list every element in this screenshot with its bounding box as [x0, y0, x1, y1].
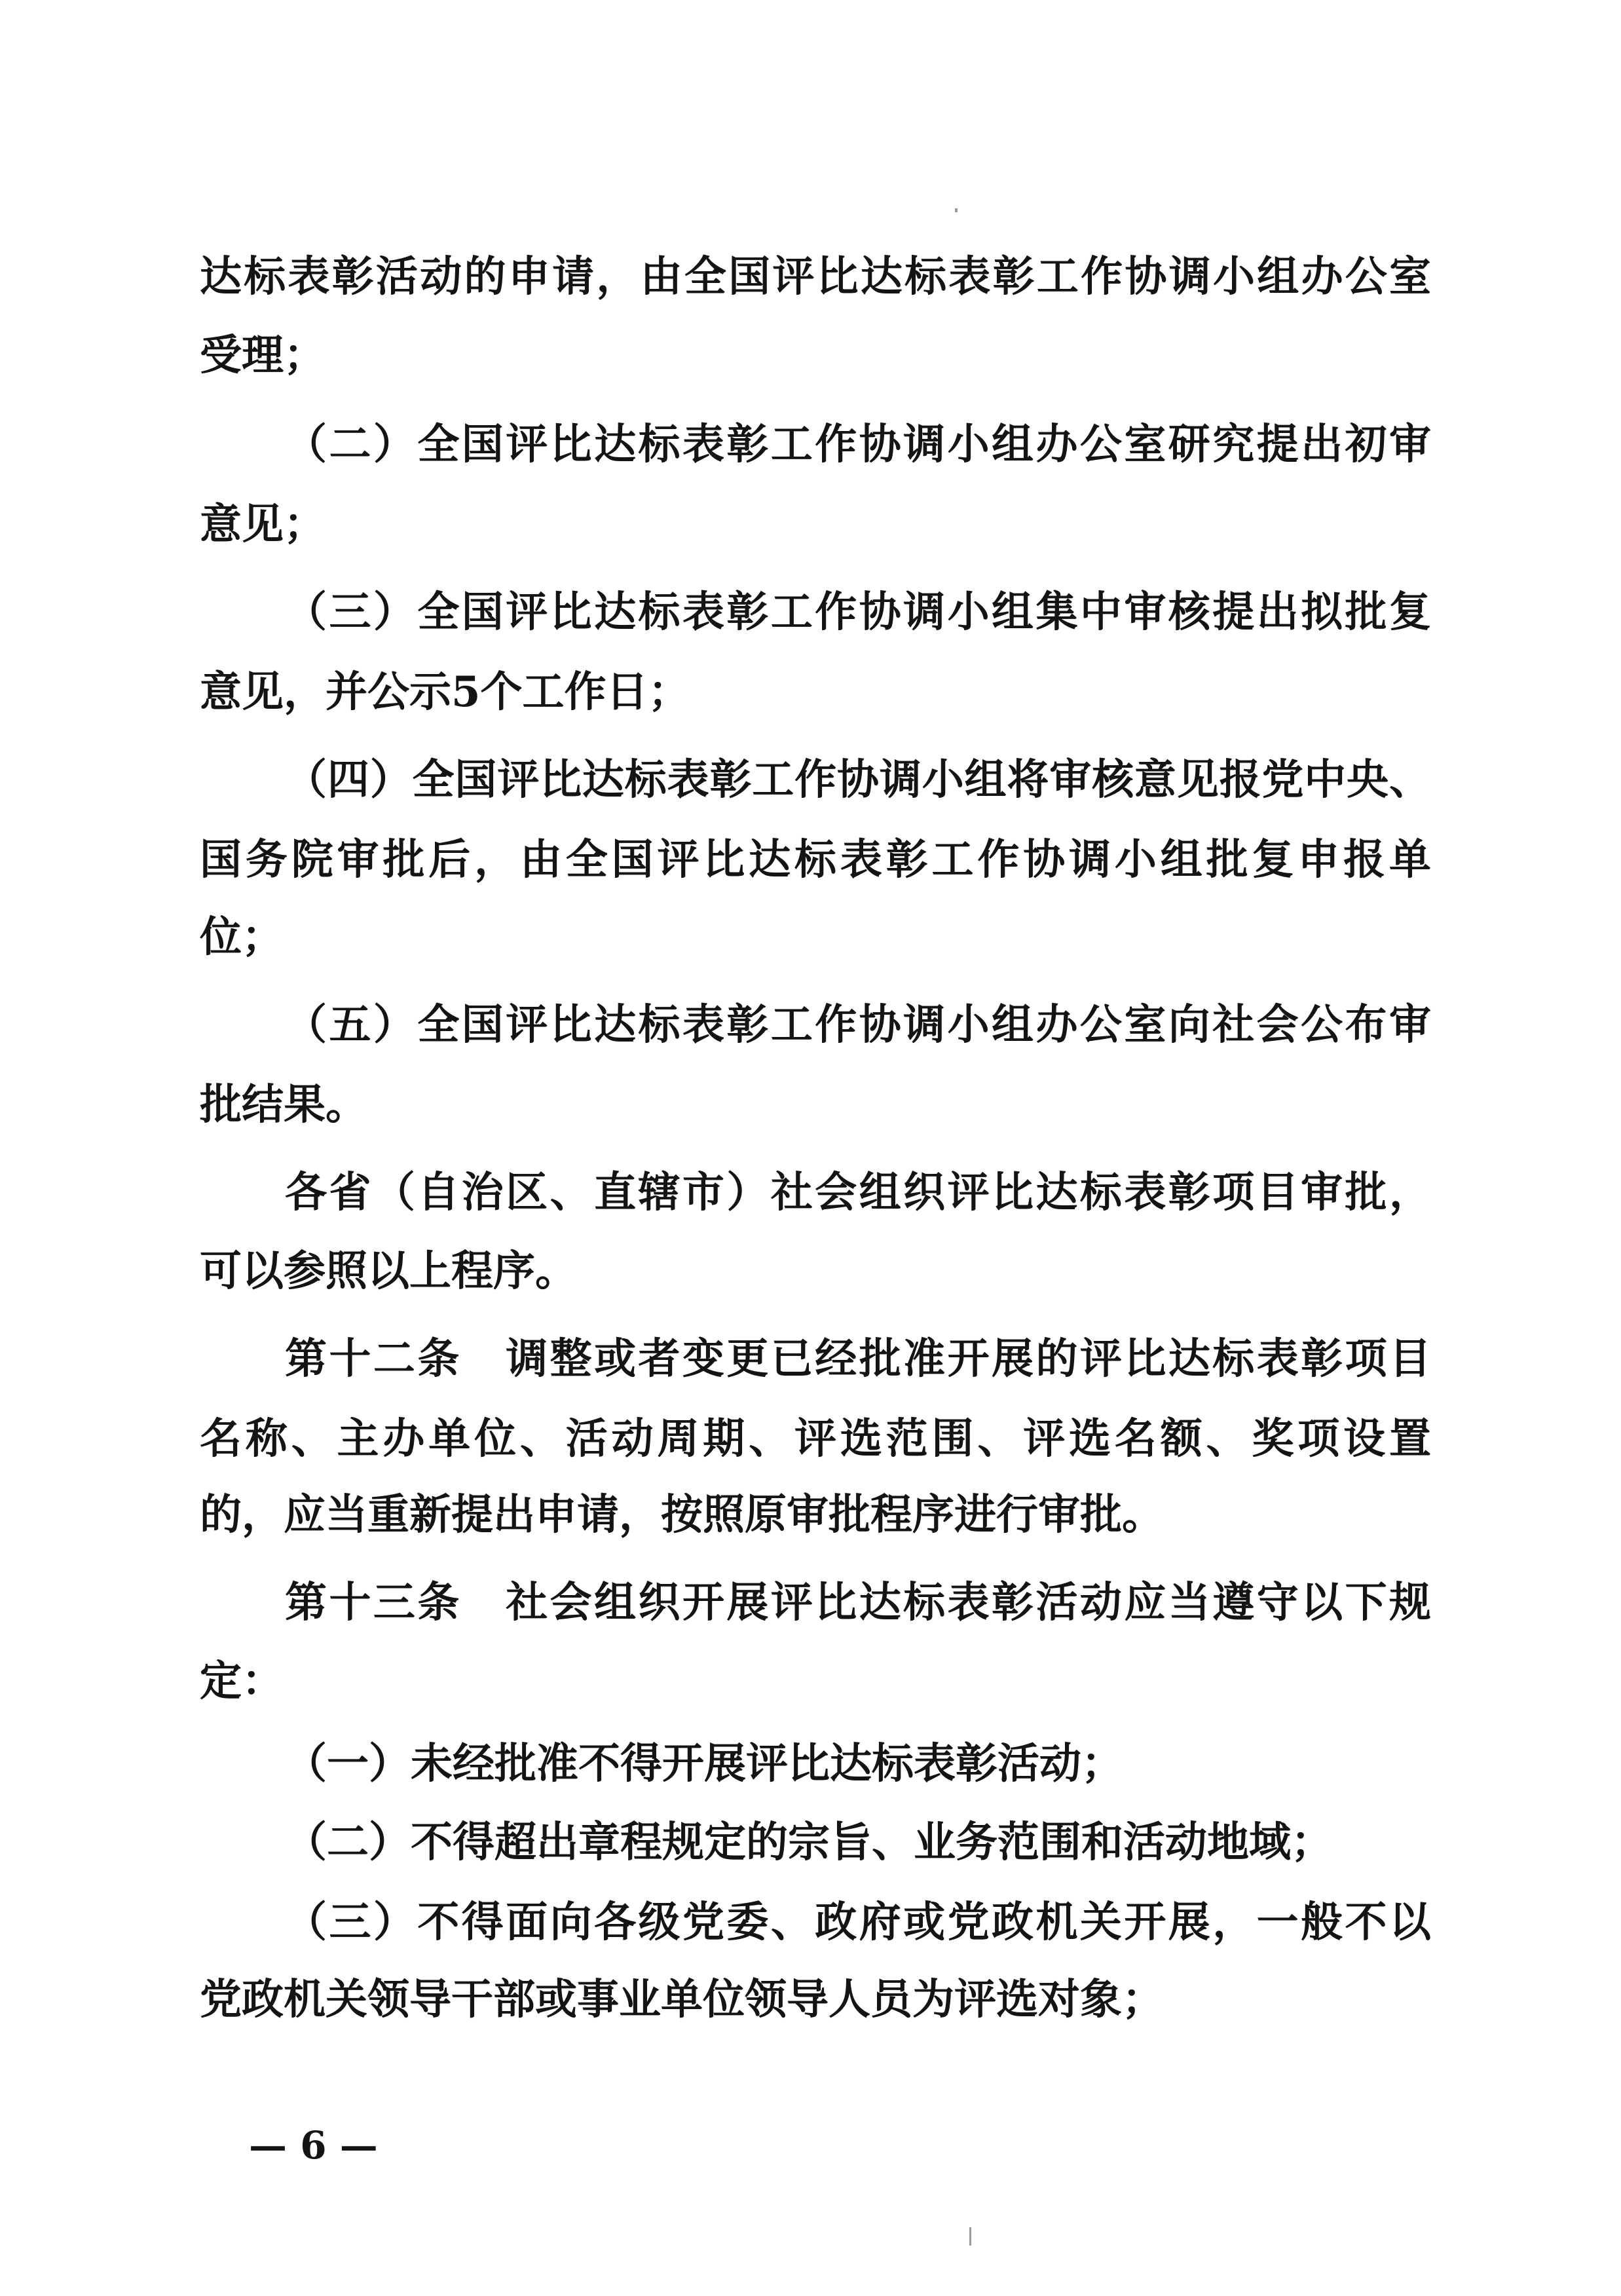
article-heading: 第十三条: [285, 1578, 462, 1627]
list-item-line: （一）未经批准不得开展评比达标表彰活动；: [285, 1739, 1123, 1788]
list-item-line: 批结果。: [200, 1080, 367, 1129]
list-item-line: （三）不得面向各级党委、政府或党政机关开展，一般不以: [285, 1898, 1431, 1947]
list-item-line: 党政机关领导干部或事业单位领导人员为评选对象；: [200, 1975, 1164, 2024]
article-line: 的，应当重新提出申请，按照原审批程序进行审批。: [200, 1490, 1164, 1539]
article-spacer: [462, 1334, 506, 1383]
article-text: 社会组织开展评比达标表彰活动应当遵守以下规: [506, 1578, 1432, 1627]
paragraph-line: 受理；: [200, 331, 326, 380]
list-item-line: 国务院审批后，由全国评比达标表彰工作协调小组批复申报单: [200, 835, 1431, 884]
article-line: [285, 1330, 1431, 1389]
list-item-line: 意见；: [200, 500, 326, 549]
list-item-line: （二）全国评比达标表彰工作协调小组办公室研究提出初审: [285, 420, 1431, 469]
scan-speck: [955, 208, 958, 212]
list-item-line: （二）不得超出章程规定的宗旨、业务范围和活动地域；: [285, 1818, 1333, 1867]
list-item-line: （三）全国评比达标表彰工作协调小组集中审核提出拟批复: [285, 588, 1431, 637]
list-item-line: 意见，并公示5个工作日；: [200, 668, 690, 717]
article-spacer: [462, 1578, 506, 1627]
article-text: 调整或者变更已经批准开展的评比达标表彰项目: [506, 1334, 1432, 1383]
article-line: 名称、主办单位、活动周期、评选范围、评选名额、奖项设置: [200, 1414, 1431, 1463]
paragraph-line: 各省（自治区、直辖市）社会组织评比达标表彰项目审批，: [285, 1168, 1431, 1217]
article-line: 定：: [200, 1657, 284, 1706]
list-item-line: （四）全国评比达标表彰工作协调小组将审核意见报党中央、: [285, 755, 1431, 804]
paragraph-line: 达标表彰活动的申请，由全国评比达标表彰工作协调小组办公室: [200, 252, 1431, 301]
list-item-line: （五）全国评比达标表彰工作协调小组办公室向社会公布审: [285, 1000, 1431, 1049]
list-item-line: 位；: [200, 913, 284, 962]
scan-speck: [969, 2227, 971, 2246]
page-number: — 6 —: [249, 2123, 378, 2168]
paragraph-line: 可以参照以上程序。: [200, 1247, 577, 1296]
article-line: [285, 1573, 1431, 1632]
article-heading: 第十二条: [285, 1334, 462, 1383]
